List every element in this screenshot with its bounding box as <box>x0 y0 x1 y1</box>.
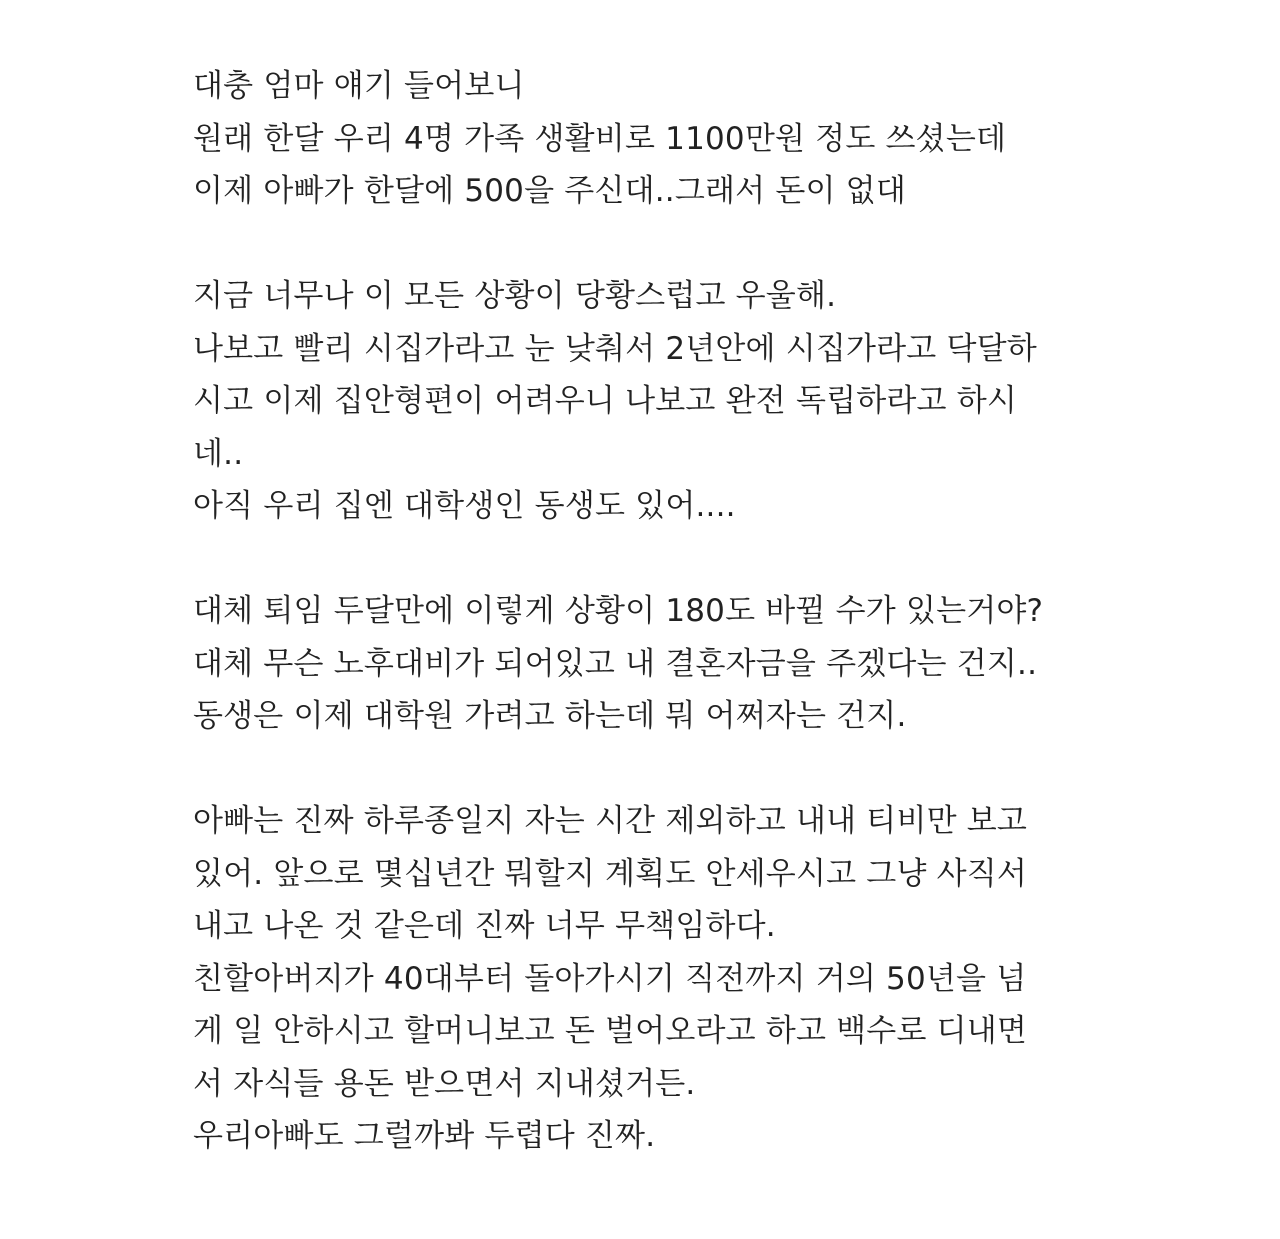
text-line: 시고 이제 집안형편이 어려우니 나보고 완전 독립하라고 하시 <box>193 383 1018 419</box>
post-body <box>193 60 1193 1163</box>
text-line: 대충 엄마 얘기 들어보니 <box>193 68 525 104</box>
paragraph-3 <box>193 585 1193 743</box>
paragraph-spacer <box>193 218 1193 271</box>
text-line: 있어. 앞으로 몇십년간 뭐할지 계획도 안세우시고 그냥 사직서 <box>193 855 1028 892</box>
text-line: 지금 너무나 이 모든 상황이 당황스럽고 우울해. <box>193 278 837 314</box>
text-line: 원래 한달 우리 4명 가족 생활비로 1100만원 정도 쓰셨는데 <box>193 120 1007 157</box>
paragraph-4 <box>193 795 1193 1163</box>
text-line: 우리아빠도 그럴까봐 두렵다 진짜. <box>193 1118 656 1154</box>
text-line: 대체 퇴임 두달만에 이렇게 상황이 180도 바뀔 수가 있는거야? <box>193 593 1044 629</box>
text-line: 친할아버지가 40대부터 돌아가시기 직전까지 거의 50년을 넘 <box>193 960 1027 997</box>
paragraph-spacer <box>193 533 1193 586</box>
paragraph-1 <box>193 60 1193 218</box>
text-line: 아빠는 진짜 하루종일지 자는 시간 제외하고 내내 티비만 보고 <box>193 803 1028 839</box>
text-line: 아직 우리 집엔 대학생인 동생도 있어.... <box>193 488 736 524</box>
text-line: 동생은 이제 대학원 가려고 하는데 뭐 어쩌자는 건지. <box>193 698 907 734</box>
paragraph-2 <box>193 270 1193 533</box>
text-line: 게 일 안하시고 할머니보고 돈 벌어오라고 하고 백수로 디내면 <box>193 1013 1028 1049</box>
text-line: 이제 아빠가 한달에 500을 주신대..그래서 돈이 없대 <box>193 173 906 209</box>
text-line: 내고 나온 것 같은데 진짜 너무 무책임하다. <box>193 908 776 944</box>
text-line: 서 자식들 용돈 받으면서 지내셨거든. <box>193 1065 696 1102</box>
text-line: 나보고 빨리 시집가라고 눈 낮춰서 2년안에 시집가라고 닥달하 <box>193 330 1037 367</box>
text-line: 네.. <box>193 435 244 472</box>
paragraph-spacer <box>193 743 1193 796</box>
text-line: 대체 무슨 노후대비가 되어있고 내 결혼자금을 주겠다는 건지.. <box>193 645 1038 682</box>
